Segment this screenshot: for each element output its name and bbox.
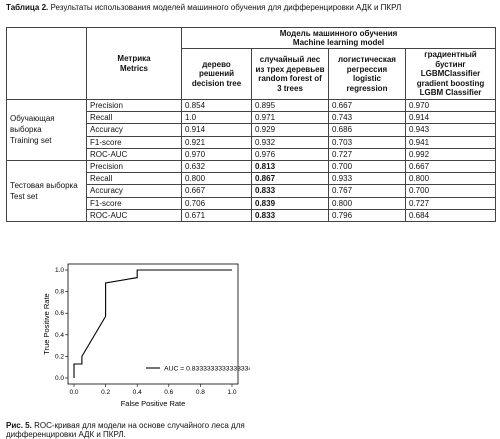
x-axis-label: False Positive Rate xyxy=(120,399,186,408)
metric-name: Precision xyxy=(87,160,182,172)
y-tick-label: 0.2 xyxy=(54,353,64,361)
model-header-en: Machine learning model xyxy=(292,38,385,47)
x-tick-label: 0.6 xyxy=(164,389,174,396)
metric-value: 1.0 xyxy=(182,112,252,124)
metric-value: 0.970 xyxy=(406,100,496,112)
figure-caption-label: Рис. 5. xyxy=(6,421,32,430)
metric-value: 0.667 xyxy=(329,100,406,112)
metric-value: 0.943 xyxy=(406,124,496,136)
metric-value: 0.800 xyxy=(329,197,406,209)
metric-value: 0.700 xyxy=(329,160,406,172)
table-row xyxy=(7,100,496,112)
metric-value: 0.671 xyxy=(182,209,252,221)
column-header: логистическая регрессия logistic regression xyxy=(329,49,406,100)
y-tick-label: 1.0 xyxy=(54,267,64,274)
metric-value: 0.743 xyxy=(329,112,406,124)
metric-value: 0.800 xyxy=(182,173,252,185)
model-header xyxy=(182,28,496,49)
group-label: Тестовая выборка Test set xyxy=(7,160,87,221)
y-tick-label: 0.4 xyxy=(54,331,64,339)
x-tick-label: 0.0 xyxy=(69,389,79,396)
metric-value: 0.833 xyxy=(252,209,329,221)
column-header: градиентный бустинг LGBMClassifier gradient boosting LGBM Classifier xyxy=(406,49,496,100)
metric-value: 0.684 xyxy=(406,209,496,221)
metric-name: Recall xyxy=(87,112,182,124)
metric-value: 0.796 xyxy=(329,209,406,221)
results-table-body xyxy=(7,100,496,222)
metric-name: ROC-AUC xyxy=(87,148,182,160)
metric-name: Precision xyxy=(87,100,182,112)
table-caption xyxy=(6,3,401,12)
metric-value: 0.933 xyxy=(329,173,406,185)
metric-value: 0.929 xyxy=(252,124,329,136)
metric-name: F1-score xyxy=(87,136,182,148)
metric-value: 0.971 xyxy=(252,112,329,124)
metric-value: 0.632 xyxy=(182,160,252,172)
metric-value: 0.921 xyxy=(182,136,252,148)
x-tick-label: 1.0 xyxy=(227,389,237,396)
y-tick-label: 0.0 xyxy=(54,375,64,382)
metric-value: 0.727 xyxy=(406,197,496,209)
results-table xyxy=(6,27,496,222)
metric-value: 0.895 xyxy=(252,100,329,112)
metric-value: 0.914 xyxy=(182,124,252,136)
metric-value: 0.976 xyxy=(252,148,329,160)
metric-value: 0.992 xyxy=(406,148,496,160)
column-header: случайный лес из трех деревьев random forest of 3 trees xyxy=(252,49,329,100)
metric-value: 0.833 xyxy=(252,185,329,197)
metric-header xyxy=(87,28,182,100)
metric-name: F1-score xyxy=(87,197,182,209)
metric-value: 0.839 xyxy=(252,197,329,209)
x-tick-label: 0.2 xyxy=(101,389,111,396)
metric-name: ROC-AUC xyxy=(87,209,182,221)
metric-value: 0.727 xyxy=(329,148,406,160)
metric-name: Recall xyxy=(87,173,182,185)
roc-chart-svg xyxy=(40,258,250,418)
model-header-ru: Модель машинного обучения xyxy=(279,28,398,38)
metric-value: 0.941 xyxy=(406,136,496,148)
metric-value: 0.813 xyxy=(252,160,329,172)
metric-name: Accuracy xyxy=(87,185,182,197)
figure-caption-text: ROC-кривая для модели на основе случайного леса для дифференцировки АДК и ПКРЛ. xyxy=(6,421,245,439)
table-caption-text: Результаты использования моделей машинного обучения для дифференцировки АДК и ПКРЛ xyxy=(50,3,402,12)
metric-value: 0.914 xyxy=(406,112,496,124)
metric-value: 0.686 xyxy=(329,124,406,136)
group-label: Обучающая выборка Training set xyxy=(7,100,87,161)
x-tick-label: 0.4 xyxy=(132,389,142,396)
metric-header-ru: Метрика xyxy=(117,54,151,63)
table-row xyxy=(7,160,496,172)
metric-value: 0.867 xyxy=(252,173,329,185)
figure-caption xyxy=(6,421,306,439)
metric-value: 0.706 xyxy=(182,197,252,209)
metric-value: 0.703 xyxy=(329,136,406,148)
y-tick-label: 0.8 xyxy=(54,288,64,296)
metric-value: 0.700 xyxy=(406,185,496,197)
roc-curve-line xyxy=(74,270,232,378)
metric-name: Accuracy xyxy=(87,124,182,136)
column-header: дерево решений decision tree xyxy=(182,49,252,100)
roc-chart xyxy=(40,258,250,418)
metric-value: 0.932 xyxy=(252,136,329,148)
x-tick-label: 0.8 xyxy=(195,389,205,396)
metric-header-en: Metrics xyxy=(119,63,148,73)
metric-value: 0.970 xyxy=(182,148,252,160)
metric-value: 0.667 xyxy=(406,160,496,172)
table-caption-label: Таблица 2. xyxy=(6,3,49,12)
metric-value: 0.854 xyxy=(182,100,252,112)
y-tick-label: 0.6 xyxy=(54,310,64,318)
legend-label: AUC = 0.8333333333333334 xyxy=(164,365,250,373)
corner-cell xyxy=(7,28,87,100)
metric-value: 0.800 xyxy=(406,173,496,185)
metric-value: 0.767 xyxy=(329,185,406,197)
y-axis-label: True Positive Rate xyxy=(42,293,51,355)
metric-value: 0.667 xyxy=(182,185,252,197)
